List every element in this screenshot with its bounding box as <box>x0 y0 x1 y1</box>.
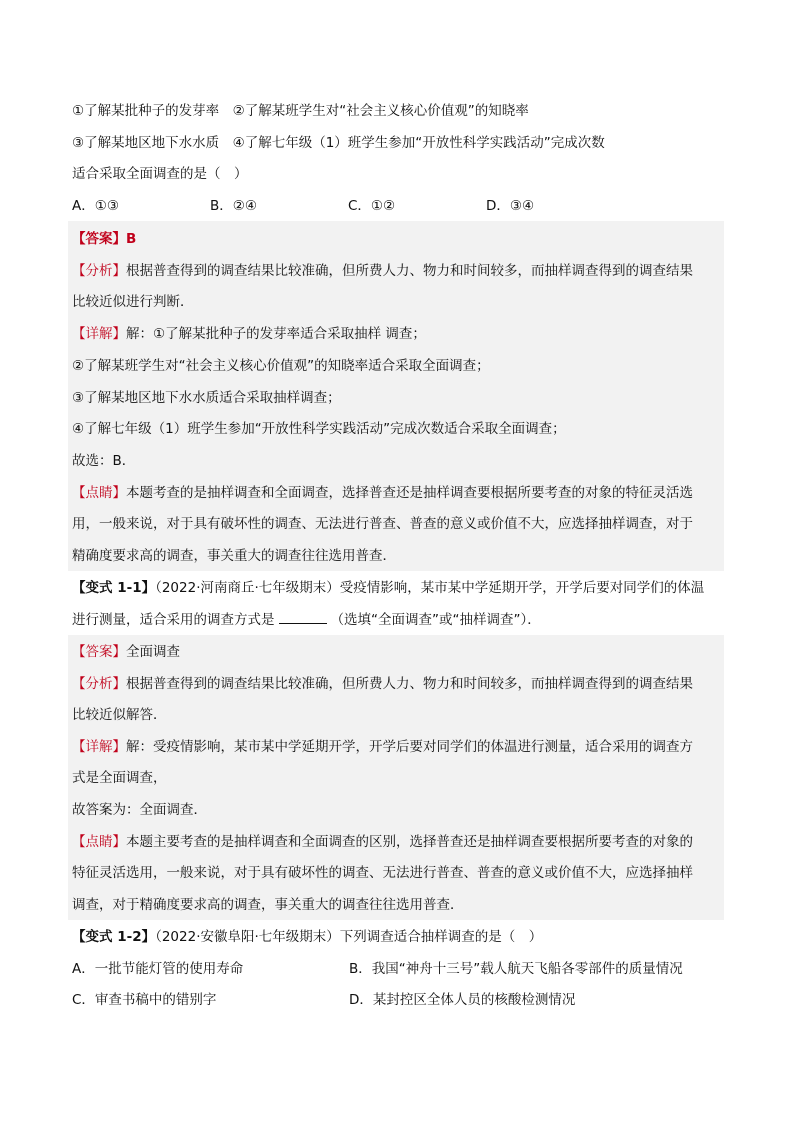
q1-option-b: B．②④ <box>210 198 257 214</box>
detail-text: 解：受疫情影响，某市某中学延期开学，开学后要对同学们的体温进行测量，适合采用的调查方 <box>126 739 693 755</box>
v11-stem-part-a: 进行测量，适合采用的调查方式是 <box>72 612 275 628</box>
q1-detail-line3: ③了解某地区地下水水质适合采取抽样调查； <box>72 390 341 406</box>
comment-tag: 【点睛】 <box>72 485 126 501</box>
answer-tag: 【答案】 <box>72 231 126 247</box>
q1-answer <box>72 229 136 249</box>
v11-comment-line3: 调查，对于精确度要求高的调查，事关重大的调查往往选用普查． <box>72 897 464 913</box>
comment-text: 本题考查的是抽样调查和全面调查，选择普查还是抽样调查要根据所要考查的对象的特征灵活选 <box>126 485 693 501</box>
answer-value: 全面调查 <box>126 644 180 660</box>
v12-stem-text: 下列调查适合抽样调查的是（ ） <box>339 929 543 945</box>
q1-detail-line5: 故选：B． <box>72 453 136 469</box>
v11-answer-blank <box>279 610 327 624</box>
q1-comment-line1 <box>72 483 693 503</box>
q1-items-line1: ①了解某批种子的发芽率 ②了解某班学生对“社会主义核心价值观”的知晓率 <box>72 103 529 119</box>
q1-detail-line4: ④了解七年级（1）班学生参加“开放性科学实践活动”完成次数适合采取全面调查； <box>72 421 566 437</box>
analysis-tag: 【分析】 <box>72 263 126 279</box>
v12-source: （2022·安徽阜阳·七年级期末） <box>155 929 340 945</box>
answer-tag: 【答案】 <box>72 644 126 660</box>
answer-value: B <box>126 231 137 247</box>
v11-stem-line1 <box>72 578 704 598</box>
v11-source: （2022·河南商丘·七年级期末） <box>155 580 340 596</box>
comment-text: 本题主要考查的是抽样调查和全面调查的区别，选择普查还是抽样调查要根据所要考查的对象的 <box>126 834 693 850</box>
v12-tag: 【变式 1-2】 <box>72 929 156 945</box>
v11-comment-line2: 特征灵活选用，一般来说，对于具有破坏性的调查、无法进行普查、普查的意义或价值不大，应选择抽样 <box>72 865 693 881</box>
v11-stem-line2 <box>72 610 541 630</box>
v11-stem-text: 受疫情影响，某市某中学延期开学，开学后要对同学们的体温 <box>339 580 705 596</box>
v11-answer <box>72 642 180 662</box>
q1-option-d: D．③④ <box>486 198 535 214</box>
v11-analysis-line2: 比较近似解答． <box>72 707 167 723</box>
analysis-text: 根据普查得到的调查结果比较准确，但所费人力、物力和时间较多，而抽样调查得到的调查结果 <box>126 676 693 692</box>
q1-analysis-line1 <box>72 261 693 281</box>
q1-items-line2: ③了解某地区地下水水质 ④了解七年级（1）班学生参加“开放性科学实践活动”完成次数 <box>72 135 605 151</box>
detail-text: 解：①了解某批种子的发芽率适合采取抽样 调查； <box>126 326 426 342</box>
v11-comment-line1 <box>72 832 693 852</box>
v12-stem <box>72 927 542 947</box>
v11-tag: 【变式 1-1】 <box>72 580 156 596</box>
v11-detail-line2: 式是全面调查， <box>72 770 167 786</box>
v12-option-a: A．一批节能灯管的使用寿命 <box>72 961 244 977</box>
q1-detail-line1 <box>72 324 426 344</box>
q1-option-c: C．①② <box>348 198 396 214</box>
analysis-tag: 【分析】 <box>72 676 126 692</box>
detail-tag: 【详解】 <box>72 739 126 755</box>
q1-comment-line3: 精确度要求高的调查，事关重大的调查往往选用普查． <box>72 548 396 564</box>
v12-option-d: D．某封控区全体人员的核酸检测情况 <box>349 992 576 1008</box>
q1-comment-line2: 用，一般来说，对于具有破坏性的调查、无法进行普查、普查的意义或价值不大，应选择抽样调查，对于 <box>72 516 693 532</box>
q1-option-a: A．①③ <box>72 198 119 214</box>
v12-option-b: B．我国“神舟十三号”载人航天飞船各零部件的质量情况 <box>349 961 683 977</box>
q1-stem: 适合采取全面调查的是（ ） <box>72 166 248 182</box>
detail-tag: 【详解】 <box>72 326 126 342</box>
v11-detail-line1 <box>72 737 693 757</box>
q1-analysis-line2: 比较近似进行判断． <box>72 294 194 310</box>
q1-detail-line2: ②了解某班学生对“社会主义核心价值观”的知晓率适合采取全面调查； <box>72 358 490 374</box>
analysis-text: 根据普查得到的调查结果比较准确，但所费人力、物力和时间较多，而抽样调查得到的调查结果 <box>126 263 693 279</box>
v11-analysis-line1 <box>72 674 693 694</box>
v11-detail-line3: 故答案为：全面调查． <box>72 802 207 818</box>
v12-option-c: C．审查书稿中的错别字 <box>72 992 217 1008</box>
v11-stem-part-b: （选填“全面调查”或“抽样调查”）． <box>330 612 541 628</box>
comment-tag: 【点睛】 <box>72 834 126 850</box>
